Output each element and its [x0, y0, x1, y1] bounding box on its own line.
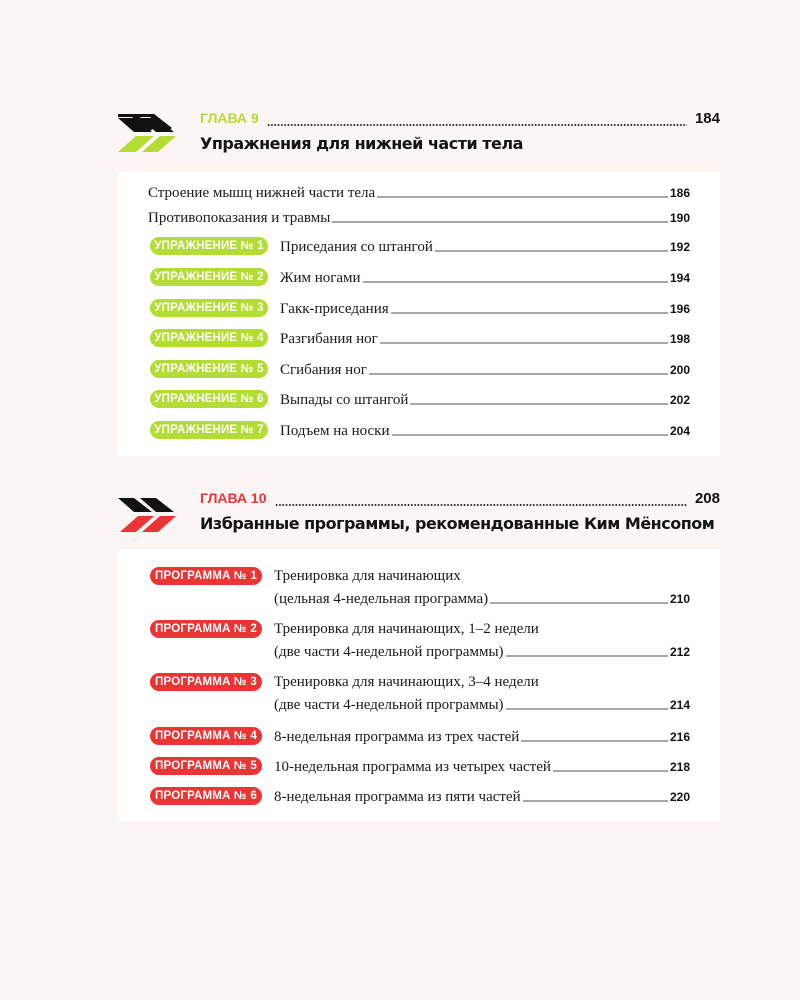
- toc-entry[interactable]: [148, 180, 690, 202]
- dot-leader: [369, 373, 668, 375]
- toc-entry-title: Приседания со штангой: [280, 239, 433, 255]
- toc-entry-title: (цельная 4-недельная программа): [274, 591, 489, 607]
- toc-entry[interactable]: [280, 418, 690, 440]
- toc-entry-page: 200: [669, 363, 690, 377]
- toc-entry[interactable]: [280, 387, 690, 409]
- toc-entry[interactable]: [148, 205, 690, 227]
- chapter-9-contents: [118, 172, 720, 456]
- chapter-10-title: Избранные программы, рекомендованные Ким Мёнсопом: [200, 514, 715, 533]
- dot-leader: [553, 770, 668, 772]
- dot-leader: [410, 403, 668, 405]
- exercise-badge: УПРАЖНЕНИЕ № 7: [150, 421, 268, 439]
- toc-entry-page: 214: [669, 698, 690, 712]
- toc-entry-title: Разгибания ног: [280, 331, 378, 347]
- toc-entry-page: 220: [669, 790, 690, 804]
- toc-entry[interactable]: [274, 724, 690, 746]
- program-badge: ПРОГРАММА № 6: [150, 787, 262, 805]
- toc-entry-page: 196: [669, 302, 690, 316]
- toc-entry-page: 218: [669, 760, 690, 774]
- dot-leader: [275, 504, 687, 506]
- program-badge: ПРОГРАММА № 1: [150, 567, 262, 585]
- toc-entry-title: Противопоказания и травмы: [148, 210, 331, 226]
- dot-leader: [267, 124, 687, 126]
- chapter-10-header: [118, 490, 720, 540]
- toc-entry[interactable]: [280, 265, 690, 287]
- dot-leader: [392, 434, 668, 436]
- toc-entry-page: 198: [669, 332, 690, 346]
- dot-leader: [332, 221, 668, 223]
- program-title-line: Тренировка для начинающих, 3–4 недели: [274, 674, 539, 690]
- toc-entry-page: 204: [669, 424, 690, 438]
- toc-entry-title: (две части 4-недельной программы): [274, 697, 504, 713]
- chevron-right-icon: [118, 494, 184, 534]
- exercise-badge: УПРАЖНЕНИЕ № 4: [150, 329, 268, 347]
- toc-entry-page: 192: [669, 240, 690, 254]
- dot-leader: [435, 250, 668, 252]
- chevron-right-icon: [118, 114, 184, 154]
- exercise-badge: УПРАЖНЕНИЕ № 6: [150, 390, 268, 408]
- toc-entry-title: 10-недельная программа из четырех частей: [274, 759, 551, 775]
- toc-entry-title: Строение мышц нижней части тела: [148, 185, 376, 201]
- toc-entry[interactable]: [280, 234, 690, 256]
- toc-entry[interactable]: [274, 784, 690, 806]
- dot-leader: [380, 342, 668, 344]
- dot-leader: [521, 740, 668, 742]
- toc-entry-title: (две части 4-недельной программы): [274, 644, 504, 660]
- toc-entry-page: 202: [669, 393, 690, 407]
- toc-entry[interactable]: [280, 296, 690, 318]
- toc-entry-title: 8-недельная программа из пяти частей: [274, 789, 521, 805]
- chapter-9-line[interactable]: [200, 110, 720, 130]
- toc-entry-title: Жим ногами: [280, 270, 361, 286]
- toc-entry[interactable]: [280, 326, 690, 348]
- toc-entry-page: 212: [669, 645, 690, 659]
- program-badge: ПРОГРАММА № 5: [150, 757, 262, 775]
- toc-entry-title: Гакк-приседания: [280, 301, 389, 317]
- exercise-badge: УПРАЖНЕНИЕ № 2: [150, 268, 268, 286]
- dot-leader: [377, 196, 668, 198]
- toc-entry-page: 216: [669, 730, 690, 744]
- toc-entry-page: 194: [669, 271, 690, 285]
- toc-entry-title: 8-недельная программа из трех частей: [274, 729, 520, 745]
- dot-leader: [363, 281, 668, 283]
- toc-entry-page: 210: [669, 592, 690, 606]
- chapter-9-header: [118, 110, 720, 160]
- chapter-10-line[interactable]: [200, 490, 720, 510]
- toc-entry[interactable]: [280, 357, 690, 379]
- dot-leader: [506, 655, 668, 657]
- toc-entry-title: Выпады со штангой: [280, 392, 409, 408]
- dot-leader: [490, 602, 668, 604]
- program-title-line: Тренировка для начинающих, 1–2 недели: [274, 621, 539, 637]
- exercise-badge: УПРАЖНЕНИЕ № 5: [150, 360, 268, 378]
- exercise-badge: УПРАЖНЕНИЕ № 1: [150, 237, 268, 255]
- chapter-9-page: 184: [694, 110, 720, 127]
- toc-entry-page: 186: [669, 186, 690, 200]
- toc-entry[interactable]: [274, 586, 690, 608]
- toc-entry-page: 190: [669, 211, 690, 225]
- toc-entry[interactable]: [274, 639, 690, 661]
- chapter-9-label: ГЛАВА 9: [200, 110, 259, 126]
- dot-leader: [506, 708, 668, 710]
- program-title-line: Тренировка для начинающих: [274, 568, 461, 584]
- chapter-10-page: 208: [694, 490, 720, 507]
- program-badge: ПРОГРАММА № 2: [150, 620, 262, 638]
- chapter-10-label: ГЛАВА 10: [200, 490, 267, 506]
- toc-entry-title: Сгибания ног: [280, 362, 367, 378]
- dot-leader: [391, 312, 668, 314]
- toc-entry[interactable]: [274, 754, 690, 776]
- toc-entry-title: Подъем на носки: [280, 423, 390, 439]
- chapter-9-title: Упражнения для нижней части тела: [200, 134, 523, 153]
- program-badge: ПРОГРАММА № 3: [150, 673, 262, 691]
- chapter-10-contents: [118, 549, 720, 821]
- exercise-badge: УПРАЖНЕНИЕ № 3: [150, 299, 268, 317]
- dot-leader: [523, 800, 668, 802]
- program-badge: ПРОГРАММА № 4: [150, 727, 262, 745]
- toc-entry[interactable]: [274, 692, 690, 714]
